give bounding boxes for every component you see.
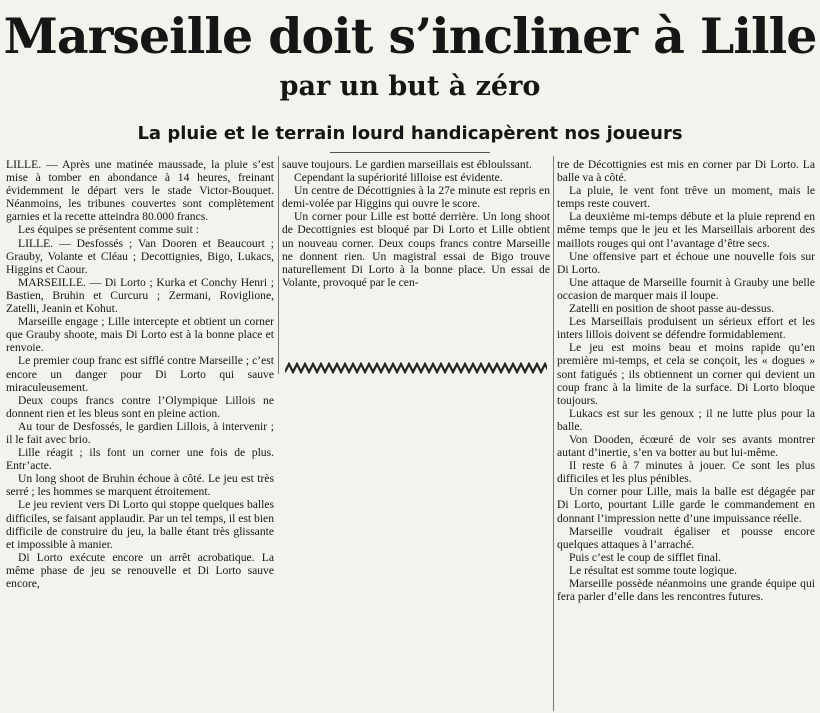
paragraph: Un long shoot de Bruhin échoue à côté. Le jeu est très serré ; les hommes se marquent étroitement. [6,472,274,499]
paragraph: LILLE. — Desfossés ; Van Dooren et Beaucourt ; Grauby, Volante et Cléau ; Decottignies, Bigo, Lukacs, Higgins et Caour. [6,236,274,276]
article-column-2 [282,158,550,358]
article-column-3 [557,158,815,710]
column-divider [278,156,279,374]
paragraph: Cependant la supériorité lilloise est évidente. [294,171,503,185]
paragraph: tre de Décottignies est mis en corner par Di Lorto. La balle va à côté. [557,158,815,185]
paragraph: Les Marseillais produisent un sérieux effort et les inters lillois doivent se défendre formidablement. [557,315,815,342]
paragraph: Les équipes se présentent comme suit : [18,223,199,237]
paragraph: La deuxième mi-temps débute et la pluie reprend en même temps que le jeu et les Marseillais arborent des maillots rouges qui ont l’avantage d’être secs. [557,210,815,250]
paragraph: Une offensive part et échoue une nouvelle fois sur Di Lorto. [557,249,815,276]
paragraph: Von Dooden, écœuré de voir ses avants montrer autant d’inertie, s’en va botter au but lui-même. [557,432,815,460]
article-column-1 [6,158,274,710]
subheadline: par un but à zéro [279,71,541,102]
paragraph: Puis c’est le coup de sifflet final. [569,550,722,564]
paragraph: Di Lorto exécute encore un arrêt acrobatique. La même phase de jeu se renouvelle et Di Lorto sauve encore, [6,550,274,590]
paragraph: LILLE. — Après une matinée maussade, la pluie s’est mise à tomber en abondance à 14 heures, freinant évidemment le départ vers le stade Victor-Bouquet. Néanmoins, les tribunes couvertes sont complètement garnies et la recette atteindra 80.000 francs. [6,158,274,224]
paragraph: Il reste 6 à 7 minutes à jouer. Ce sont les plus difficiles et les plus pénibles. [557,459,815,486]
paragraph: Le premier coup franc est sifflé contre Marseille ; c’est encore un danger pour Di Lorto qui sauve miraculeusement. [6,354,274,394]
zigzag-ornament [285,362,547,374]
deck: La pluie et le terrain lourd handicapèrent nos joueurs [137,123,683,144]
paragraph: La pluie, le vent font trêve un moment, mais le temps reste couvert. [557,184,815,211]
paragraph: Le jeu est moins beau et moins rapide qu’en première mi-temps, et cela se conçoit, les « dogues » sont fatigués ; ils obtiennent un corner qui devient un coup franc à la limite de la surface. Di Lorto bloque toujours. [557,341,815,407]
paragraph: Un centre de Décottignies à la 27e minute est repris en demi-volée par Higgins qui ouvre le score. [282,184,550,211]
headline-rule [330,152,490,153]
paragraph: Le résultat est somme toute logique. [569,563,738,577]
paragraph: Un corner pour Lille, mais la balle est dégagée par Di Lorto, pourtant Lille garde le commandement en donnant l’impression nette d’une impuissance réelle. [557,485,815,525]
paragraph: Zatelli en position de shoot passe au-dessus. [569,302,775,316]
paragraph: Un corner pour Lille est botté derrière. Un long shoot de Decottignies est bloqué par Di Lorto et Lille obtient un nouveau corner. Deux coups francs contre Marseille ne donnent rien. Un magistral essai de Bigo trouve naturellement Di Lorto à la bonne place. Un essai de Volante, provoqué par le cen- [282,210,550,289]
paragraph: Marseille engage ; Lille intercepte et obtient un corner que Grauby shoote, mais Di Lorto est à la bonne place et renvoie. [6,315,274,355]
column-divider [553,156,554,711]
paragraph: Au tour de Desfossés, le gardien Lillois, à intervenir ; il le fait avec brio. [6,419,274,446]
paragraph: sauve toujours. Le gardien marseillais est ébloulssant. [282,158,532,171]
paragraph: Une attaque de Marseille fournit à Grauby une belle occasion de marquer mais il loupe. [557,275,815,302]
paragraph: Marseille possède néanmoins une grande équipe qui fera parler d’elle dans les rencontres futures. [557,577,815,604]
paragraph: Deux coups francs contre l’Olympique Lillois ne donnent rien et les bleus sont en pleine action. [6,393,274,420]
paragraph: Lukacs est sur les genoux ; il ne lutte plus pour la balle. [557,406,815,433]
paragraph: Lille réagit ; ils font un corner une fois de plus. Entr’acte. [6,446,274,473]
paragraph: MARSEILLE. — Di Lorto ; Kurka et Conchy Henri ; Bastien, Bruhin et Curcuru ; Zermani, Roviglione, Zatelli, Jeanin et Kohut. [6,275,274,316]
headline: Marseille doit s’incliner à Lille [3,7,817,65]
paragraph: Marseille voudrait égaliser et pousse encore quelques attaques à l’arraché. [557,524,815,551]
paragraph: Le jeu revient vers Di Lorto qui stoppe quelques balles difficiles, se faisant applaudir. Par un tel temps, il est bien difficile de construire du jeu, la balle étant très glissante et impossible à manier. [6,498,274,551]
